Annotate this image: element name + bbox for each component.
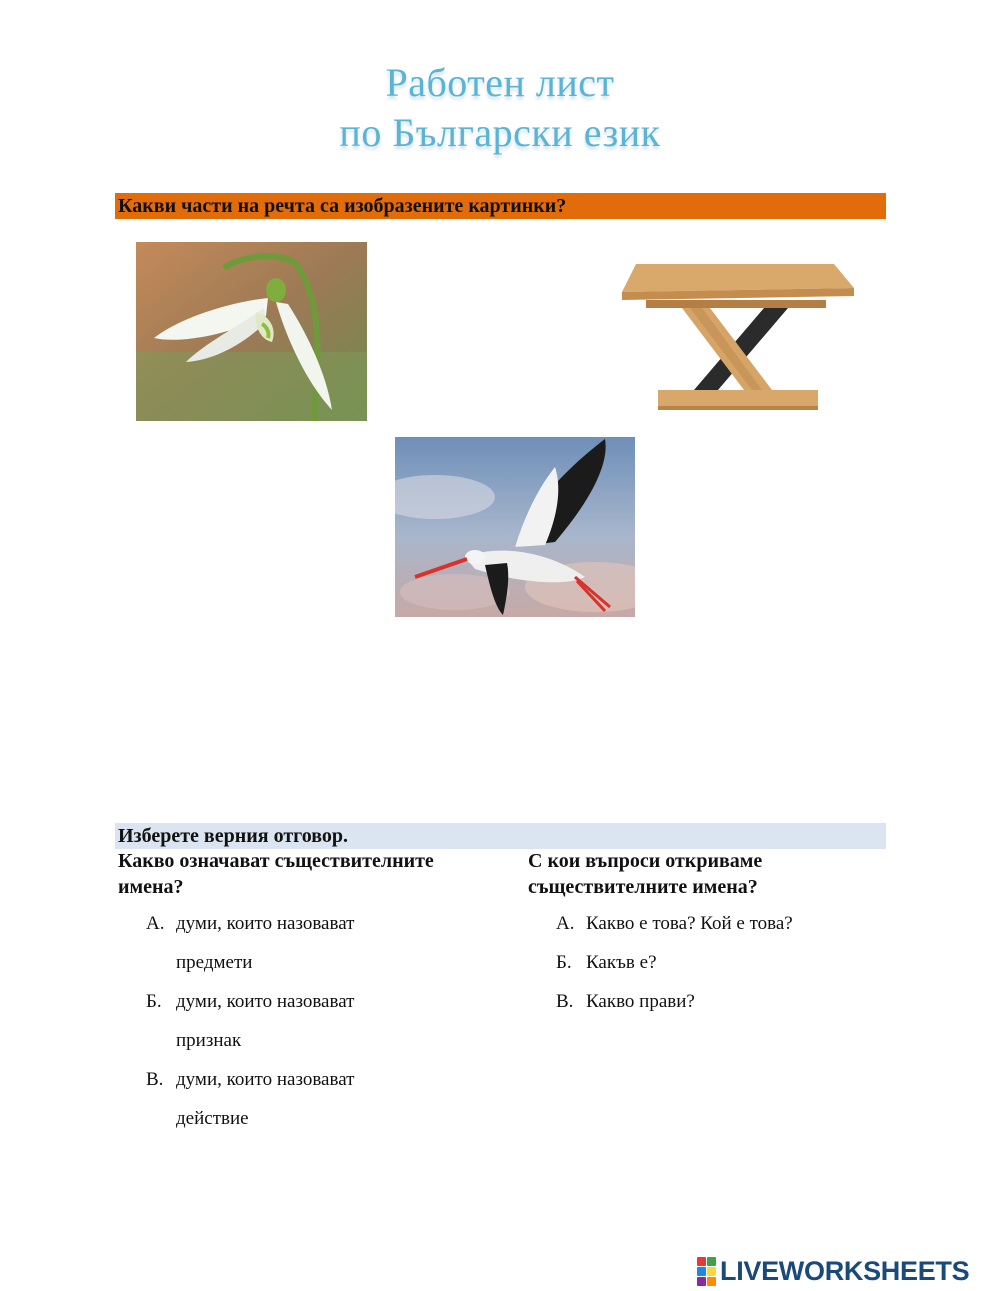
option-letter: А.	[556, 913, 575, 934]
wooden-table-image	[612, 250, 864, 422]
option-text: думи, които назовават предмети	[176, 913, 355, 973]
question-2	[528, 848, 908, 1021]
option-text: Какво прави?	[586, 991, 695, 1012]
option-letter: В.	[146, 1069, 164, 1090]
liveworksheets-logo	[697, 1256, 969, 1286]
question-1-title: Какво означават съществителните имена?	[118, 850, 434, 898]
stork-bird-image	[395, 437, 635, 617]
option-letter: Б.	[556, 952, 572, 973]
title-line-1: Работен лист	[385, 60, 615, 105]
option-a[interactable]	[118, 904, 498, 982]
question-1-options	[118, 904, 498, 1138]
option-letter: Б.	[146, 991, 162, 1012]
worksheet-title	[0, 58, 1000, 158]
option-a[interactable]	[528, 904, 908, 943]
option-text: думи, които назовават действие	[176, 1069, 355, 1129]
logo-text: LIVEWORKSHEETS	[720, 1255, 970, 1286]
option-c[interactable]	[528, 982, 908, 1021]
question-2-options	[528, 904, 908, 1021]
question-2-title: С кои въпроси откриваме съществителните имена?	[528, 850, 763, 898]
title-line-2: по Български език	[339, 110, 661, 155]
snowdrop-flower-image	[136, 242, 367, 421]
section1-heading: Какви части на речта са изобразените картинки?	[115, 193, 886, 219]
section2-heading: Изберете верния отговор.	[115, 823, 886, 849]
option-text: Какво е това? Кой е това?	[586, 913, 793, 934]
option-b[interactable]	[528, 943, 908, 982]
option-c[interactable]	[118, 1060, 498, 1138]
option-letter: А.	[146, 913, 165, 934]
question-1	[118, 848, 498, 1138]
option-b[interactable]	[118, 982, 498, 1060]
logo-blocks-icon	[697, 1257, 716, 1286]
option-text: Какъв е?	[586, 952, 657, 973]
option-letter: В.	[556, 991, 574, 1012]
option-text: думи, които назовават признак	[176, 991, 355, 1051]
